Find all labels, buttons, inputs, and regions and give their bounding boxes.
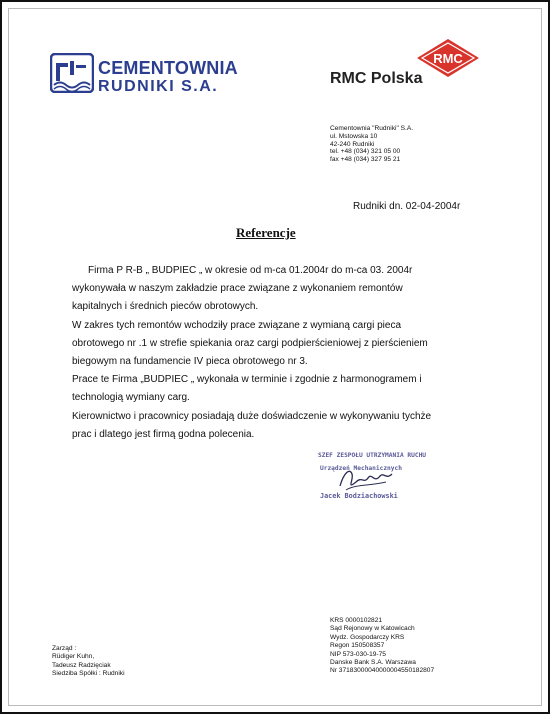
stamp-line2: Urządzeń Mechanicznych [320, 465, 402, 472]
footer-line: KRS 0000102821 [330, 617, 383, 624]
cementownia-logo-icon [50, 53, 94, 93]
address-line: ul. Mstowska 10 [330, 132, 378, 140]
footer-line: Wydz. Gospodarczy KRS [330, 633, 405, 641]
address-line: 42-240 Rudniki [330, 140, 375, 148]
stamp-name: Jacek Bodziachowski [320, 492, 398, 500]
body-line: wykonywała w naszym zakładzie prace związane z wykonaniem remontów [72, 283, 403, 295]
signature-stamp [318, 452, 438, 512]
body-line: obrotowego nr .1 w strefie spiekania oraz cargi podpierścieniowej z pierścieniem [72, 337, 428, 349]
body-line: prac i dlatego jest firmą godna polecenia. [72, 428, 255, 440]
body-line: Firma P R-B „ BUDPIEC „ w okresie od m-ca 01.2004r do m-ca 03. 2004r [88, 265, 413, 276]
footer-line: Rüdiger Kuhn, [52, 653, 95, 661]
partner-name: RMC Polska [330, 70, 423, 87]
footer-line: Sąd Rejonowy w Katowicach [330, 625, 415, 633]
company-name-line1: CEMENTOWNIA [98, 58, 238, 78]
body-line: W zakres tych remontów wchodziły prace związane z wymianą cargi pieca [72, 319, 402, 331]
footer-board [52, 645, 125, 679]
footer-line: NIP 573-030-19-75 [330, 650, 386, 658]
footer-line: Siedziba Spółki : Rudniki [52, 670, 125, 678]
footer-line: Zarząd : [52, 645, 77, 652]
footer-line: Regon 150508357 [330, 642, 385, 650]
document-title: Referencje [236, 225, 296, 240]
footer-line: Tadeusz Radzięciak [52, 661, 111, 669]
footer-registry [330, 617, 434, 676]
company-name-line2: RUDNIKI S.A. [98, 78, 219, 95]
footer-line: Nr 37183000040000004550182807 [330, 667, 435, 675]
stamp-line1: SZEF ZESPOŁU UTRZYMANIA RUCHU [318, 452, 427, 459]
rmc-logo-text: RMC [433, 51, 463, 66]
body-line: kapitalnych i średnich pieców obrotowych. [72, 301, 259, 313]
body-line: biegowym na fundamencie IV pieca obrotowego nr 3. [72, 356, 308, 368]
address-line: tel. +48 (034) 321 05 00 [330, 148, 401, 156]
address-line: Cementownia "Rudniki" S.A. [330, 125, 414, 132]
address-line: fax +48 (034) 327 95 21 [330, 156, 401, 164]
body-line: Kierownictwo i pracownicy posiadają duże doświadczenie w wykonywaniu tychże [72, 410, 432, 422]
footer-line: Danske Bank S.A. Warszawa [330, 659, 416, 667]
rmc-logo-icon [416, 38, 480, 78]
body-line: technologią wymiany carg. [72, 392, 190, 404]
letter-body [72, 262, 431, 444]
sender-address [330, 125, 413, 164]
body-line: Prace te Firma „BUDPIEC „ wykonała w terminie i zgodnie z harmonogramem i [72, 374, 422, 386]
date-line: Rudniki dn. 02-04-2004r [353, 201, 461, 212]
